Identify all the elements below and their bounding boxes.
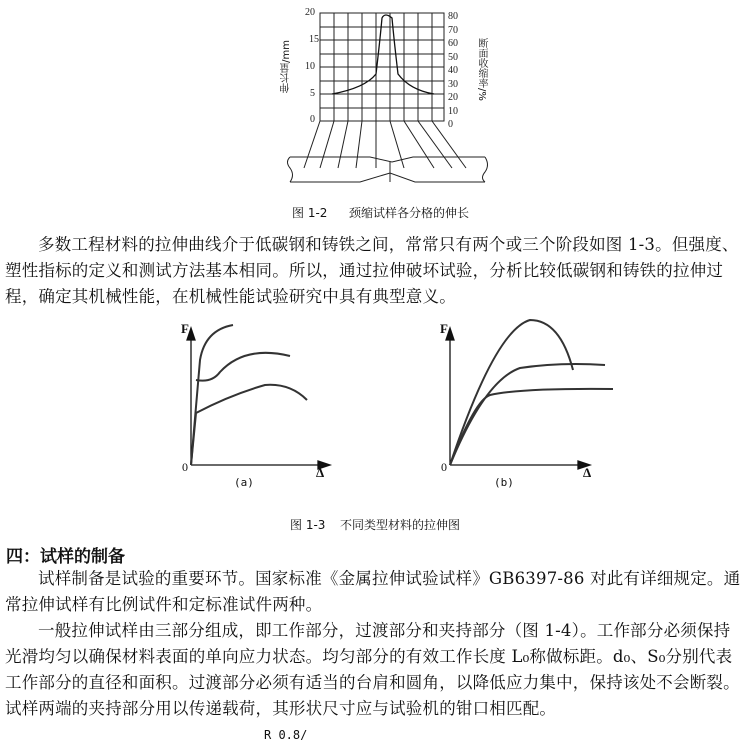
left-tick: 15: [309, 34, 319, 45]
left-tick: 0: [310, 114, 315, 125]
left-tick: 10: [305, 61, 315, 72]
right-tick: 70: [448, 25, 458, 36]
right-tick: 10: [448, 106, 458, 117]
fig1-2-grid: [320, 13, 444, 121]
fig1-3a-y-label: F: [181, 321, 189, 336]
fig1-2-leader-lines: [304, 121, 466, 168]
paragraph-1: [5, 232, 747, 310]
section-paragraph: 一般拉伸试样由三部分组成，即工作部分，过渡部分和夹持部分（图 1-4）。工作部分必须保持光滑均匀以确保材料表面的单向应力状态。均匀部分的有效工作长度 L₀称做标距。d₀、S₀分别代表工作部分的直径和面积。过渡部分必须有适当的台肩和圆角，以降低应力集中，保持该处不会断裂。试样两端的夹持部分用以传递载荷，其形状尺寸应与试验机的钳口相匹配。: [5, 621, 740, 718]
paragraph-1-text: 多数工程材料的拉伸曲线介于低碳钢和铸铁之间，常常只有两个或三个阶段如图 1-3。但强度、塑性指标的定义和测试方法基本相同。所以，通过拉伸破坏试验，分析比较低碳钢和铸铁的拉伸过程，确定其机械性能，在机械性能试验研究中具有典型意义。: [5, 235, 739, 306]
section-body: [5, 566, 747, 722]
right-tick: 30: [448, 79, 458, 90]
fig1-3b-curves: [450, 320, 613, 465]
left-tick: 20: [305, 7, 315, 18]
fig1-3a-x-label: Δ: [316, 465, 325, 480]
right-tick: 80: [448, 11, 458, 22]
fig1-3-caption-number: 图 1-3: [290, 518, 326, 532]
fig1-3-caption-text: 不同类型材料的拉伸图: [340, 518, 461, 532]
right-tick: 20: [448, 92, 458, 103]
fig1-3b-x-label: Δ: [583, 465, 592, 480]
fig1-3a-sublabel: (a): [234, 476, 254, 489]
right-tick: 0: [448, 119, 453, 130]
fig1-3b-sublabel: (b): [494, 476, 514, 489]
fig1-2-caption-number: 图 1-2: [292, 206, 328, 220]
left-axis-label: 伸长量/mm: [281, 40, 292, 93]
section-heading: 四：试样的制备: [6, 547, 125, 567]
fig1-3a-axes: [187, 328, 330, 469]
right-tick: 50: [448, 52, 458, 63]
left-tick: 5: [310, 88, 315, 99]
fig1-3a-origin: 0: [182, 460, 188, 474]
fig1-2-caption-text: 颈缩试样各分格的伸长: [349, 206, 470, 220]
fig1-3b-axes: [446, 328, 590, 469]
figure-fragment-label: R 0.8/: [264, 728, 308, 740]
fig1-3b-y-label: F: [440, 321, 448, 336]
fig1-3a-curves: [191, 325, 307, 465]
right-tick: 60: [448, 38, 458, 49]
section-paragraph: 试样制备是试验的重要环节。国家标准《金属拉伸试验试样》GB6397-86 对此有详细规定。通常拉伸试样有比例试件和定标准试件两种。: [5, 569, 741, 614]
right-axis-label: 断面收缩率/%: [476, 38, 487, 101]
fig1-2-specimen: [288, 157, 488, 182]
right-tick: 40: [448, 65, 458, 76]
fig1-3b-origin: 0: [441, 460, 447, 474]
